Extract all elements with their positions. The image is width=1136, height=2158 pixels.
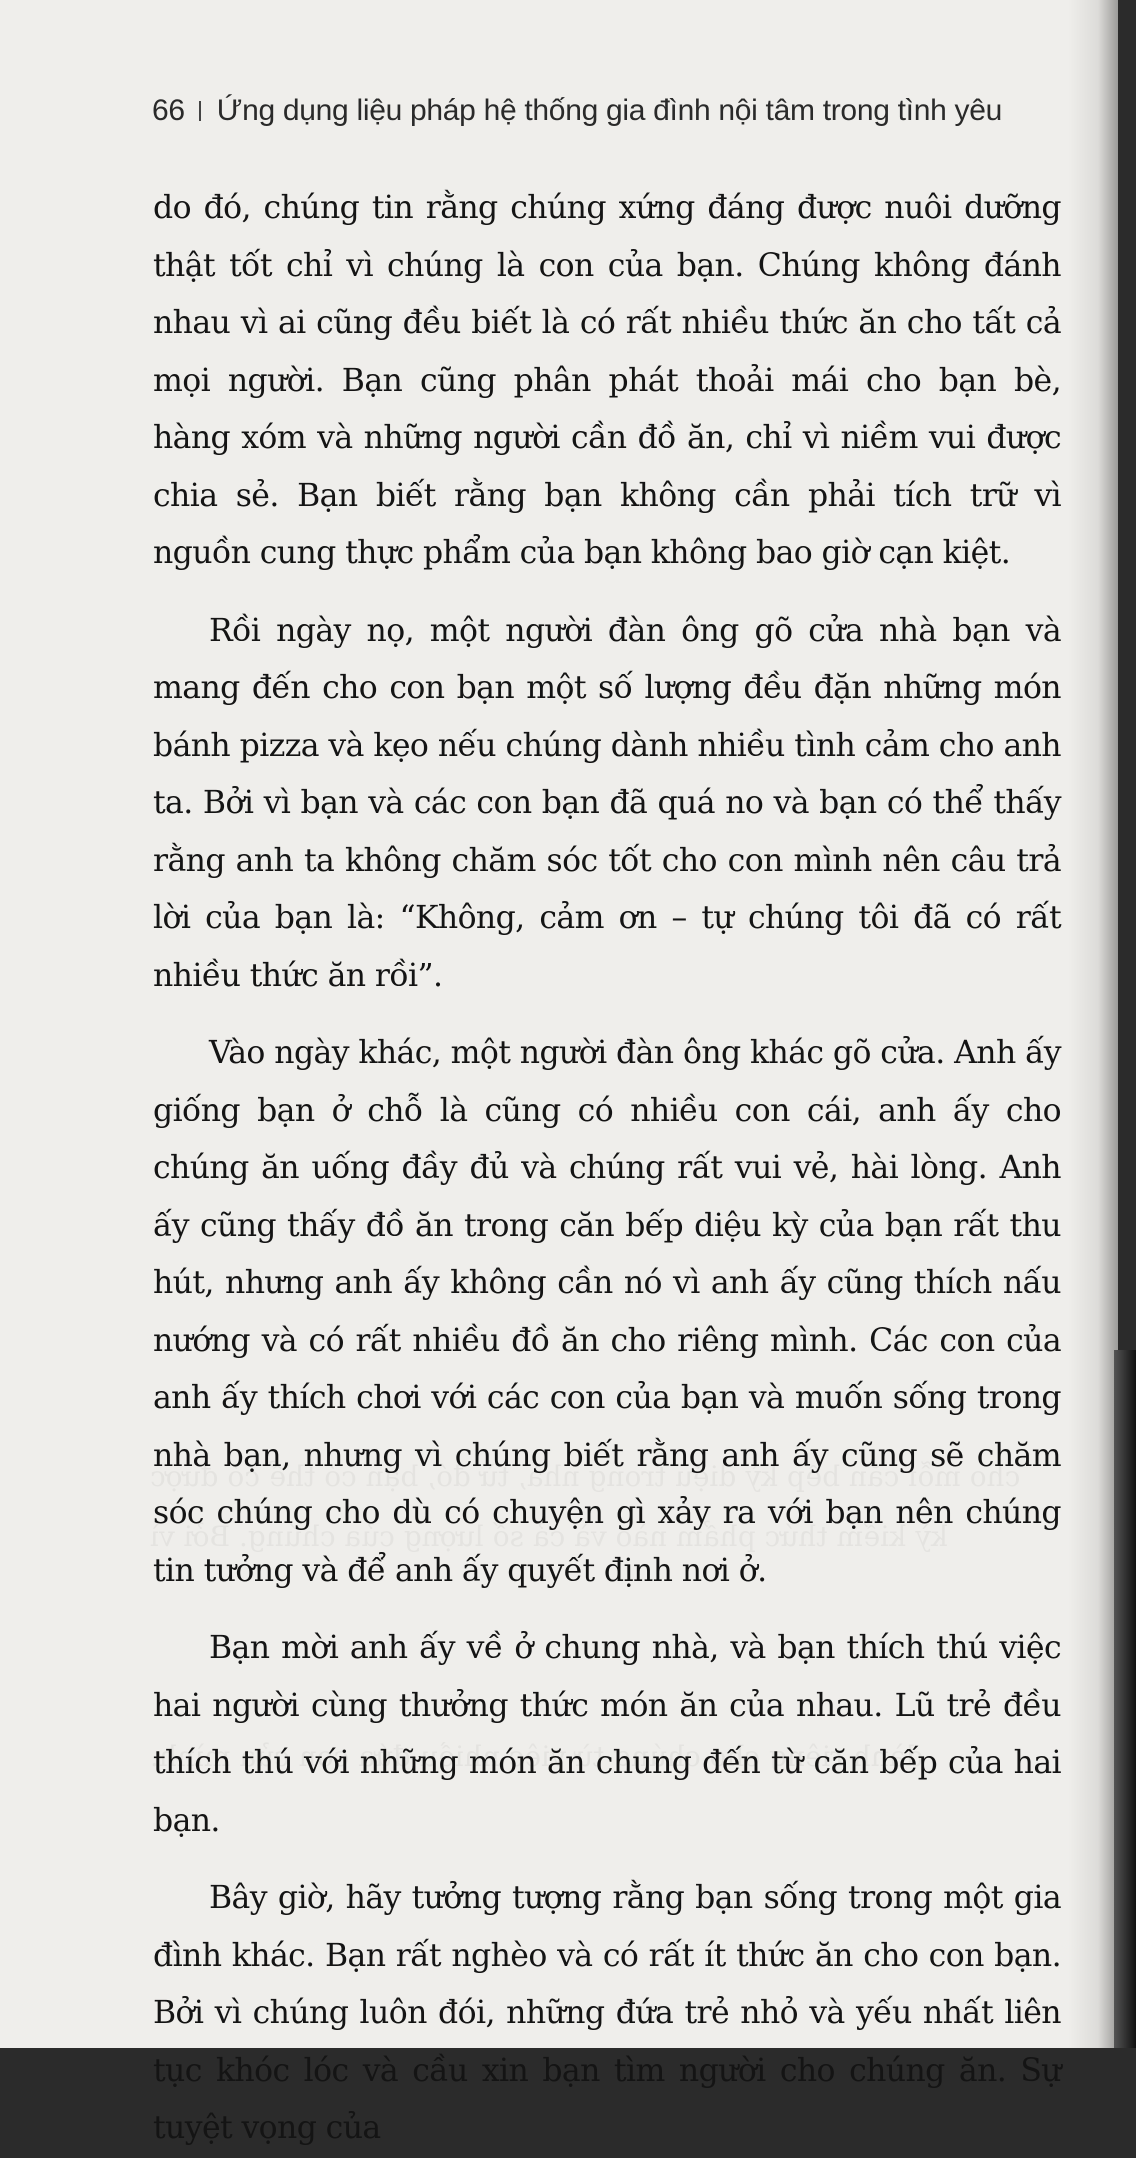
paragraph: Bây giờ, hãy tưởng tượng rằng bạn sống trong một gia đình khác. Bạn rất nghèo và có rất ít thức ăn cho con bạn. Bởi vì chúng luôn đói, những đứa trẻ nhỏ và yếu nhất liên tục khóc lóc và cầu xin bạn tìm người cho chúng ăn. Sự tuyệt vọng của xyxy=(153,1880,1061,2146)
paragraph: do đó, chúng tin rằng chúng xứng đáng được nuôi dưỡng thật tốt chỉ vì chúng là con của bạn. Chúng không đánh nhau vì ai cũng đều biết là có rất nhiều thức ăn cho tất cả mọi người. Bạn cũng phân phát thoải mái cho bạn bè, hàng xóm và những người cần đồ ăn, chỉ vì niềm vui được chia sẻ. Bạn biết rằng bạn không cần phải tích trữ vì nguồn cung thực phẩm của bạn không bao giờ cạn kiệt. xyxy=(153,190,1061,571)
book-title: Ứng dụng liệu pháp hệ thống gia đình nội tâm trong tình yêu xyxy=(216,94,1002,127)
paragraph: Bạn mời anh ấy về ở chung nhà, và bạn thích thú việc hai người cùng thưởng thức món ăn của nhau. Lũ trẻ đều thích thú với những món ăn chung đến từ căn bếp của hai bạn. xyxy=(153,1630,1061,1839)
paragraph: Vào ngày khác, một người đàn ông khác gõ cửa. Anh ấy giống bạn ở chỗ là cũng có nhiều con cái, anh ấy cho chúng ăn uống đầy đủ và chúng rất vui vẻ, hài lòng. Anh ấy cũng thấy đồ ăn trong căn bếp diệu kỳ của bạn rất thu hút, nhưng anh ấy không cần nó vì anh ấy cũng thích nấu nướng và có rất nhiều đồ ăn cho riêng mình. Các con của anh ấy thích chơi với các con của bạn và muốn sống trong nhà bạn, nhưng vì chúng biết rằng anh ấy cũng sẽ chăm sóc chúng cho dù có chuyện gì xảy ra với bạn nên chúng tin tưởng và để anh ấy quyết định nơi ở. xyxy=(153,1035,1061,1589)
page-edge-shadow xyxy=(1068,0,1118,2048)
book-binding-edge xyxy=(1114,1350,1136,2048)
running-header xyxy=(152,86,1052,136)
header-separator xyxy=(199,101,201,121)
paragraph: Rồi ngày nọ, một người đàn ông gõ cửa nhà bạn và mang đến cho con bạn một số lượng đều đặn những món bánh pizza và kẹo nếu chúng dành nhiều tình cảm cho anh ta. Bởi vì bạn và các con bạn đã quá no và bạn có thể thấy rằng anh ta không chăm sóc tốt cho con mình nên câu trả lời của bạn là: “Không, cảm ơn – tự chúng tôi đã có rất nhiều thức ăn rồi”. xyxy=(153,612,1061,994)
body-text xyxy=(153,180,1061,2158)
page-number: 66 xyxy=(152,94,185,127)
